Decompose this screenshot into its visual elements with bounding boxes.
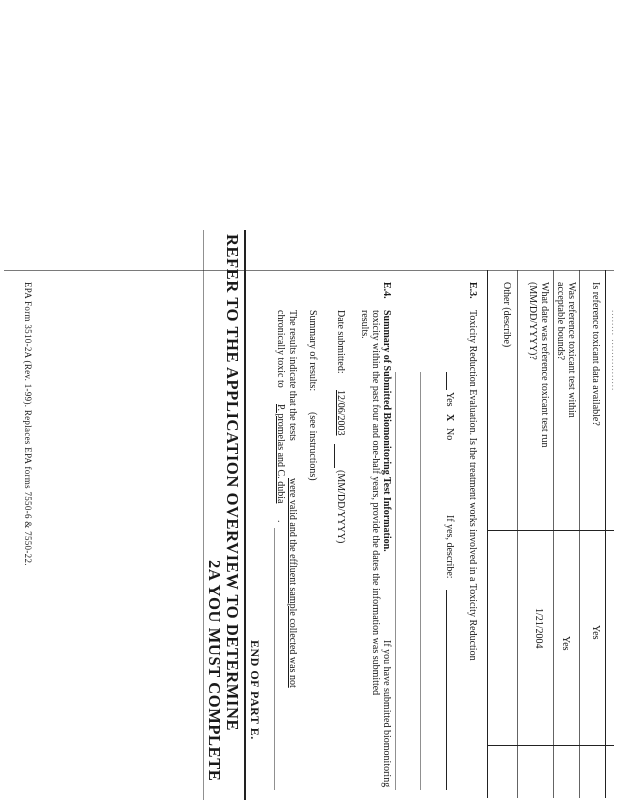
table-row-divider-4 <box>517 270 518 798</box>
row-acceptable-bounds-value: Yes <box>560 636 571 651</box>
end-of-part-label: END OF PART E. <box>248 640 262 740</box>
row-reference-toxicant-label: Is reference toxicant data available? <box>590 282 601 426</box>
e3-code: E.3. <box>467 282 478 299</box>
e3-yes-label: Yes <box>444 392 455 407</box>
e4-intro-line-2: toxicity within the past four and one-half years, provide the dates the information was submitted <box>370 310 381 696</box>
table-left-border <box>4 270 614 271</box>
row-acceptable-bounds-label: Was reference toxicant test within <box>566 282 577 418</box>
e4-summary-hint: (see instructions) <box>307 412 318 481</box>
e4-intro-line-3: results. <box>359 310 370 339</box>
form-footer: EPA Form 3510-2A (Rev. 1-99). Replaces EPA forms 7550-6 & 7550-22. <box>23 282 33 566</box>
row-test-date-value: 1/21/2004 <box>533 608 544 649</box>
e4-date-label: Date submitted: <box>335 310 346 374</box>
table-column-divider-right <box>488 745 614 746</box>
row-test-date-label-2: (MM/DD/YYYY)? <box>527 282 538 360</box>
refer-heading-line-1: REFER TO THE APPLICATION OVERVIEW TO DETERMINE <box>223 234 242 732</box>
e4-result-line-2-underlined: P. promelas and C. dubia <box>275 404 286 504</box>
row-reference-toxicant-value: Yes <box>590 625 601 640</box>
row-other-label: Other (describe) <box>501 282 512 348</box>
e3-text: Toxicity Reduction Evaluation. Is the treatment works involved in a Toxicity Reduction <box>467 310 478 661</box>
e4-date-format: (MM/DD/YYYY) <box>335 470 346 544</box>
table-column-divider <box>488 530 614 531</box>
e3-no-label: No <box>444 428 455 441</box>
e4-result-line-2-pre: chronically toxic to <box>275 310 286 388</box>
end-rule <box>244 230 246 800</box>
e4-intro-line-1: If you have submitted biomonitoring <box>381 640 392 788</box>
e4-date-underline <box>334 444 335 468</box>
row-acceptable-bounds-label-2: acceptable bounds? <box>555 282 566 361</box>
e3-yes-blank <box>446 372 447 390</box>
refer-bottom-rule <box>203 230 204 800</box>
e4-summary-label: Summary of results: <box>307 310 318 392</box>
e4-title: Summary of Submitted Biomonitoring Test Information. <box>381 310 392 552</box>
e4-result-line-2-post: . <box>275 520 286 523</box>
e3-describe-line-2 <box>420 372 421 790</box>
partial-top-row: ........ ................ <box>610 310 620 392</box>
e4-result-line-1-underlined: were valid and the effluent sample collected was not <box>287 478 298 688</box>
e4-result-line-1-pre: The results indicate that the tests <box>287 310 298 441</box>
table-row-divider-2 <box>579 270 580 798</box>
e4-result-blank-line <box>274 528 275 790</box>
e3-describe-line-3 <box>395 372 396 790</box>
table-bottom-border <box>487 270 488 798</box>
e4-code: E.4. <box>381 282 392 299</box>
row-test-date-label: What date was reference toxicant test run <box>539 282 550 448</box>
e3-if-yes-label: If yes, describe: <box>444 515 455 579</box>
table-row-divider-1 <box>605 270 606 798</box>
e4-date-value: 12/06/2003 <box>335 390 346 436</box>
e3-describe-line-1 <box>446 590 447 790</box>
refer-heading-line-2: 2A YOU MUST COMPLETE <box>205 560 224 782</box>
e3-x-mark: X <box>444 414 455 422</box>
table-row-divider-3 <box>553 270 554 798</box>
